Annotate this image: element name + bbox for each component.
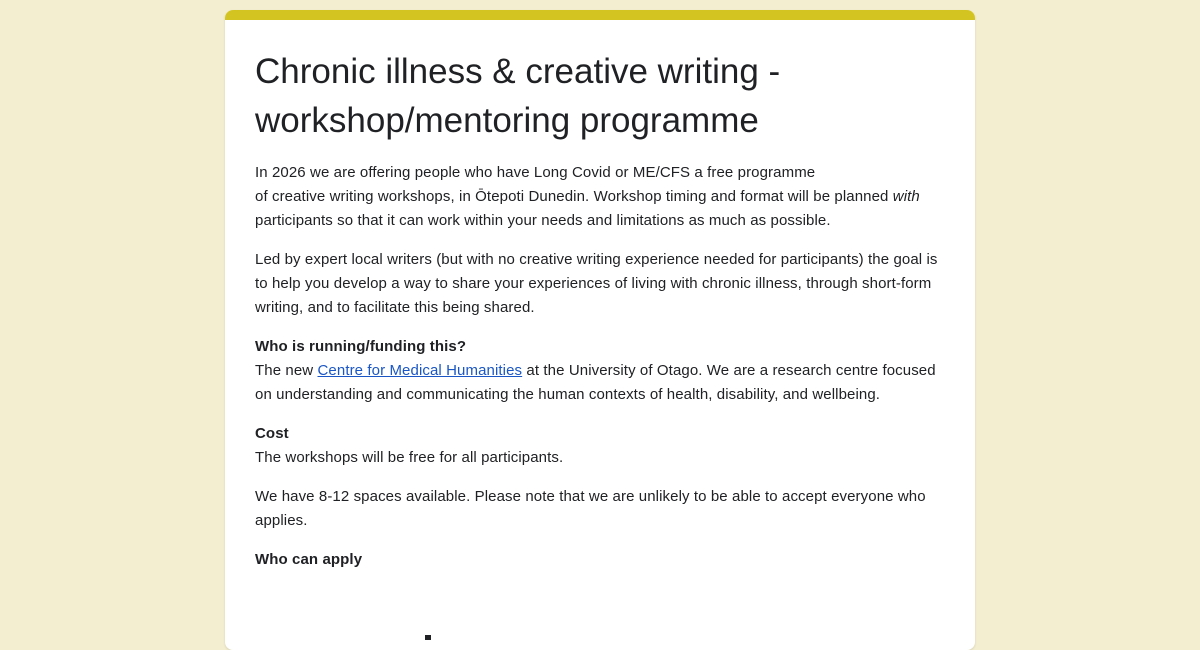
cost-heading: Cost [255,425,289,442]
who-apply-section [255,548,945,572]
form-title: Chronic illness & creative writing - workshop/mentoring programme [255,52,781,140]
who-running-heading: Who is running/funding this? [255,338,467,355]
who-apply-heading: Who can apply [255,551,363,568]
form-card [225,10,975,650]
who-running-section [255,335,945,407]
cut-off-text-fragment [425,635,431,640]
intro-text: of creative writing workshops, in Ōtepoti Dunedin. Workshop timing and format will be planned [255,188,893,205]
spaces-paragraph: We have 8-12 spaces available. Please note that we are unlikely to be able to accept everyone who applies. [255,488,926,529]
form-header [225,20,975,572]
intro-emphasis: with [892,188,920,205]
intro-text-end: participants so that it can work within your needs and limitations as much as possible. [255,212,831,229]
intro-paragraph [255,161,945,233]
cost-text: The workshops will be free for all participants. [255,449,564,466]
centre-medical-humanities-link[interactable]: Centre for Medical Humanities [317,362,523,379]
form-accent-bar [225,10,975,20]
who-running-text-end: at the University of Otago. We are a research centre focused on understanding and communicating the human contexts of health, disability, and wellbeing. [255,362,936,403]
form-description [255,161,945,572]
cost-section [255,422,945,470]
goal-paragraph: Led by expert local writers (but with no creative writing experience needed for participants) the goal is to help you develop a way to share your experiences of living with chronic illness, through short-form writing, and to facilitate this being shared. [255,251,938,316]
who-running-text: The new [255,362,318,379]
intro-line-1: In 2026 we are offering people who have Long Covid or ME/CFS a free programme [255,164,816,181]
